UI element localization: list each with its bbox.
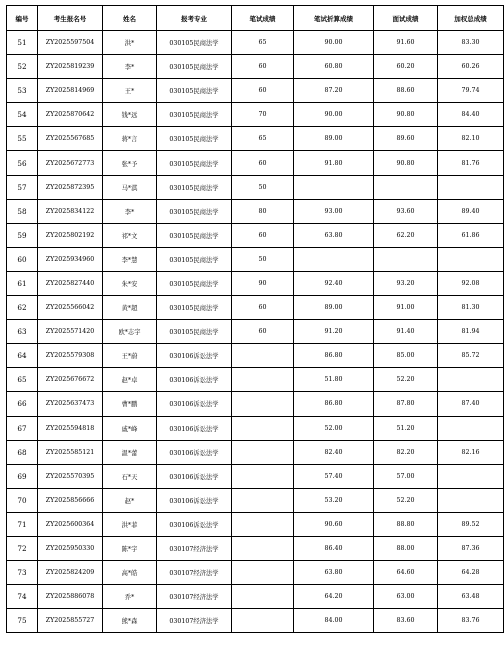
cell-applicant-id: ZY2025585121 bbox=[38, 440, 103, 464]
cell-applicant-id: ZY2025819239 bbox=[38, 55, 103, 79]
table-row bbox=[7, 223, 504, 247]
cell-written-score bbox=[232, 488, 294, 512]
cell-converted-score: 92.40 bbox=[294, 271, 374, 295]
cell-weighted-total bbox=[438, 464, 504, 488]
cell-index: 72 bbox=[7, 536, 38, 560]
cell-applicant-id: ZY2025594818 bbox=[38, 416, 103, 440]
cell-name: 石*天 bbox=[103, 464, 157, 488]
cell-index: 58 bbox=[7, 199, 38, 223]
cell-name: 王*蔚 bbox=[103, 344, 157, 368]
cell-name: 陈*宇 bbox=[103, 536, 157, 560]
cell-applicant-id: ZY2025856666 bbox=[38, 488, 103, 512]
table-row bbox=[7, 368, 504, 392]
cell-name: 蒋*言 bbox=[103, 127, 157, 151]
cell-name: 张*予 bbox=[103, 151, 157, 175]
cell-major: 030105民商法学 bbox=[157, 175, 232, 199]
cell-interview-score: 87.80 bbox=[374, 392, 438, 416]
cell-interview-score: 93.20 bbox=[374, 271, 438, 295]
cell-applicant-id: ZY2025567685 bbox=[38, 127, 103, 151]
cell-major: 030107经济法学 bbox=[157, 536, 232, 560]
cell-converted-score: 93.00 bbox=[294, 199, 374, 223]
cell-applicant-id: ZY2025600364 bbox=[38, 512, 103, 536]
cell-index: 61 bbox=[7, 271, 38, 295]
cell-written-score bbox=[232, 536, 294, 560]
cell-major: 030106诉讼法学 bbox=[157, 344, 232, 368]
cell-index: 64 bbox=[7, 344, 38, 368]
cell-name: 祁*文 bbox=[103, 223, 157, 247]
cell-written-score: 60 bbox=[232, 55, 294, 79]
cell-written-score bbox=[232, 464, 294, 488]
cell-written-score: 50 bbox=[232, 175, 294, 199]
cell-weighted-total: 60.26 bbox=[438, 55, 504, 79]
cell-interview-score: 90.80 bbox=[374, 151, 438, 175]
cell-interview-score: 91.00 bbox=[374, 296, 438, 320]
cell-index: 70 bbox=[7, 488, 38, 512]
header-converted-score: 笔试折算成绩 bbox=[294, 6, 374, 31]
cell-written-score: 70 bbox=[232, 103, 294, 127]
cell-written-score: 65 bbox=[232, 31, 294, 55]
cell-major: 030105民商法学 bbox=[157, 55, 232, 79]
table-header bbox=[7, 6, 504, 31]
cell-applicant-id: ZY2025566042 bbox=[38, 296, 103, 320]
cell-interview-score: 60.20 bbox=[374, 55, 438, 79]
cell-applicant-id: ZY2025571420 bbox=[38, 320, 103, 344]
cell-applicant-id: ZY2025950330 bbox=[38, 536, 103, 560]
cell-weighted-total: 85.72 bbox=[438, 344, 504, 368]
cell-index: 67 bbox=[7, 416, 38, 440]
cell-index: 57 bbox=[7, 175, 38, 199]
cell-converted-score bbox=[294, 247, 374, 271]
cell-name: 赵* bbox=[103, 488, 157, 512]
cell-applicant-id: ZY2025814969 bbox=[38, 79, 103, 103]
cell-name: 洪*菲 bbox=[103, 512, 157, 536]
cell-weighted-total bbox=[438, 416, 504, 440]
cell-major: 030105民商法学 bbox=[157, 271, 232, 295]
cell-converted-score: 86.80 bbox=[294, 344, 374, 368]
cell-written-score bbox=[232, 344, 294, 368]
cell-interview-score: 63.00 bbox=[374, 585, 438, 609]
cell-converted-score: 90.00 bbox=[294, 31, 374, 55]
table-row bbox=[7, 344, 504, 368]
cell-interview-score: 62.20 bbox=[374, 223, 438, 247]
cell-interview-score: 64.60 bbox=[374, 561, 438, 585]
cell-converted-score: 64.20 bbox=[294, 585, 374, 609]
cell-weighted-total: 84.40 bbox=[438, 103, 504, 127]
cell-weighted-total: 92.08 bbox=[438, 271, 504, 295]
cell-index: 56 bbox=[7, 151, 38, 175]
cell-written-score bbox=[232, 416, 294, 440]
table-body bbox=[7, 31, 504, 633]
cell-weighted-total: 83.30 bbox=[438, 31, 504, 55]
table-row bbox=[7, 585, 504, 609]
cell-interview-score: 83.60 bbox=[374, 609, 438, 633]
cell-major: 030106诉讼法学 bbox=[157, 416, 232, 440]
table-row bbox=[7, 247, 504, 271]
cell-written-score: 60 bbox=[232, 296, 294, 320]
cell-interview-score: 88.00 bbox=[374, 536, 438, 560]
cell-major: 030105民商法学 bbox=[157, 31, 232, 55]
cell-written-score bbox=[232, 440, 294, 464]
cell-interview-score: 91.40 bbox=[374, 320, 438, 344]
cell-major: 030107经济法学 bbox=[157, 609, 232, 633]
cell-index: 53 bbox=[7, 79, 38, 103]
cell-name: 马*淇 bbox=[103, 175, 157, 199]
cell-converted-score: 82.40 bbox=[294, 440, 374, 464]
cell-weighted-total: 82.10 bbox=[438, 127, 504, 151]
cell-written-score bbox=[232, 368, 294, 392]
cell-weighted-total bbox=[438, 175, 504, 199]
cell-converted-score: 91.80 bbox=[294, 151, 374, 175]
cell-name: 朱*安 bbox=[103, 271, 157, 295]
cell-converted-score: 89.00 bbox=[294, 296, 374, 320]
cell-name: 熊*森 bbox=[103, 609, 157, 633]
table-row bbox=[7, 296, 504, 320]
cell-applicant-id: ZY2025676672 bbox=[38, 368, 103, 392]
cell-index: 66 bbox=[7, 392, 38, 416]
cell-weighted-total bbox=[438, 368, 504, 392]
cell-index: 73 bbox=[7, 561, 38, 585]
table-row bbox=[7, 127, 504, 151]
cell-index: 71 bbox=[7, 512, 38, 536]
cell-name: 李* bbox=[103, 55, 157, 79]
table-row bbox=[7, 31, 504, 55]
cell-weighted-total: 81.30 bbox=[438, 296, 504, 320]
cell-interview-score: 82.20 bbox=[374, 440, 438, 464]
cell-major: 030106诉讼法学 bbox=[157, 392, 232, 416]
cell-written-score: 60 bbox=[232, 79, 294, 103]
cell-converted-score: 60.80 bbox=[294, 55, 374, 79]
cell-applicant-id: ZY2025855727 bbox=[38, 609, 103, 633]
cell-name: 高*皓 bbox=[103, 561, 157, 585]
cell-weighted-total: 64.28 bbox=[438, 561, 504, 585]
cell-name: 王* bbox=[103, 79, 157, 103]
cell-index: 60 bbox=[7, 247, 38, 271]
cell-major: 030106诉讼法学 bbox=[157, 440, 232, 464]
cell-name: 戚*峰 bbox=[103, 416, 157, 440]
cell-written-score: 90 bbox=[232, 271, 294, 295]
cell-index: 69 bbox=[7, 464, 38, 488]
cell-applicant-id: ZY2025672773 bbox=[38, 151, 103, 175]
table-row bbox=[7, 320, 504, 344]
header-weighted-total: 加权总成绩 bbox=[438, 6, 504, 31]
cell-interview-score: 52.20 bbox=[374, 488, 438, 512]
cell-converted-score: 52.00 bbox=[294, 416, 374, 440]
cell-applicant-id: ZY2025934960 bbox=[38, 247, 103, 271]
cell-written-score: 65 bbox=[232, 127, 294, 151]
cell-applicant-id: ZY2025802192 bbox=[38, 223, 103, 247]
cell-interview-score: 91.60 bbox=[374, 31, 438, 55]
cell-converted-score: 63.80 bbox=[294, 223, 374, 247]
cell-major: 030106诉讼法学 bbox=[157, 464, 232, 488]
table-row bbox=[7, 440, 504, 464]
cell-weighted-total: 87.40 bbox=[438, 392, 504, 416]
cell-written-score bbox=[232, 561, 294, 585]
cell-converted-score: 87.20 bbox=[294, 79, 374, 103]
cell-name: 李* bbox=[103, 199, 157, 223]
cell-interview-score bbox=[374, 247, 438, 271]
cell-converted-score: 53.20 bbox=[294, 488, 374, 512]
cell-index: 65 bbox=[7, 368, 38, 392]
table-row bbox=[7, 79, 504, 103]
header-row bbox=[7, 6, 504, 31]
cell-interview-score: 57.00 bbox=[374, 464, 438, 488]
cell-index: 55 bbox=[7, 127, 38, 151]
cell-weighted-total: 63.48 bbox=[438, 585, 504, 609]
cell-weighted-total bbox=[438, 488, 504, 512]
cell-written-score: 50 bbox=[232, 247, 294, 271]
cell-applicant-id: ZY2025579308 bbox=[38, 344, 103, 368]
cell-major: 030105民商法学 bbox=[157, 320, 232, 344]
cell-weighted-total: 87.36 bbox=[438, 536, 504, 560]
cell-index: 54 bbox=[7, 103, 38, 127]
header-written-score: 笔试成绩 bbox=[232, 6, 294, 31]
cell-applicant-id: ZY2025827440 bbox=[38, 271, 103, 295]
cell-major: 030105民商法学 bbox=[157, 103, 232, 127]
cell-written-score bbox=[232, 392, 294, 416]
cell-written-score bbox=[232, 585, 294, 609]
cell-written-score: 60 bbox=[232, 223, 294, 247]
cell-name: 乔* bbox=[103, 585, 157, 609]
cell-index: 74 bbox=[7, 585, 38, 609]
cell-name: 黄*超 bbox=[103, 296, 157, 320]
cell-converted-score: 63.80 bbox=[294, 561, 374, 585]
cell-applicant-id: ZY2025824209 bbox=[38, 561, 103, 585]
table-row bbox=[7, 609, 504, 633]
cell-index: 62 bbox=[7, 296, 38, 320]
score-table bbox=[6, 5, 504, 633]
cell-converted-score: 90.60 bbox=[294, 512, 374, 536]
cell-applicant-id: ZY2025834122 bbox=[38, 199, 103, 223]
cell-interview-score: 89.60 bbox=[374, 127, 438, 151]
cell-weighted-total: 61.86 bbox=[438, 223, 504, 247]
cell-converted-score: 90.00 bbox=[294, 103, 374, 127]
table-row bbox=[7, 488, 504, 512]
cell-name: 赵*卓 bbox=[103, 368, 157, 392]
cell-weighted-total: 81.94 bbox=[438, 320, 504, 344]
table-row bbox=[7, 271, 504, 295]
cell-weighted-total: 83.76 bbox=[438, 609, 504, 633]
cell-name: 曹*鹏 bbox=[103, 392, 157, 416]
header-major: 报考专业 bbox=[157, 6, 232, 31]
cell-index: 68 bbox=[7, 440, 38, 464]
cell-index: 52 bbox=[7, 55, 38, 79]
table-row bbox=[7, 103, 504, 127]
cell-major: 030105民商法学 bbox=[157, 151, 232, 175]
cell-applicant-id: ZY2025570395 bbox=[38, 464, 103, 488]
cell-weighted-total: 79.74 bbox=[438, 79, 504, 103]
header-applicant-id: 考生报名号 bbox=[38, 6, 103, 31]
cell-major: 030105民商法学 bbox=[157, 247, 232, 271]
table-row bbox=[7, 175, 504, 199]
cell-name: 洪* bbox=[103, 31, 157, 55]
table-row bbox=[7, 55, 504, 79]
cell-written-score bbox=[232, 609, 294, 633]
cell-weighted-total bbox=[438, 247, 504, 271]
cell-major: 030107经济法学 bbox=[157, 585, 232, 609]
cell-converted-score: 86.40 bbox=[294, 536, 374, 560]
cell-converted-score: 91.20 bbox=[294, 320, 374, 344]
cell-index: 51 bbox=[7, 31, 38, 55]
cell-written-score: 60 bbox=[232, 320, 294, 344]
header-interview-score: 面试成绩 bbox=[374, 6, 438, 31]
cell-written-score bbox=[232, 512, 294, 536]
table-row bbox=[7, 199, 504, 223]
cell-major: 030105民商法学 bbox=[157, 296, 232, 320]
cell-index: 63 bbox=[7, 320, 38, 344]
cell-applicant-id: ZY2025886078 bbox=[38, 585, 103, 609]
cell-index: 59 bbox=[7, 223, 38, 247]
cell-major: 030105民商法学 bbox=[157, 127, 232, 151]
cell-interview-score bbox=[374, 175, 438, 199]
cell-converted-score: 86.80 bbox=[294, 392, 374, 416]
cell-interview-score: 51.20 bbox=[374, 416, 438, 440]
cell-name: 钱*远 bbox=[103, 103, 157, 127]
cell-weighted-total: 82.16 bbox=[438, 440, 504, 464]
cell-name: 李*慧 bbox=[103, 247, 157, 271]
table-row bbox=[7, 416, 504, 440]
header-name: 姓名 bbox=[103, 6, 157, 31]
cell-major: 030107经济法学 bbox=[157, 561, 232, 585]
cell-interview-score: 52.20 bbox=[374, 368, 438, 392]
cell-major: 030106诉讼法学 bbox=[157, 512, 232, 536]
cell-interview-score: 88.60 bbox=[374, 79, 438, 103]
cell-weighted-total: 81.76 bbox=[438, 151, 504, 175]
table-row bbox=[7, 536, 504, 560]
cell-written-score: 80 bbox=[232, 199, 294, 223]
cell-name: 欧*志宇 bbox=[103, 320, 157, 344]
table-row bbox=[7, 464, 504, 488]
table-row bbox=[7, 392, 504, 416]
cell-applicant-id: ZY2025870642 bbox=[38, 103, 103, 127]
cell-converted-score: 84.00 bbox=[294, 609, 374, 633]
cell-converted-score: 89.00 bbox=[294, 127, 374, 151]
cell-interview-score: 93.60 bbox=[374, 199, 438, 223]
table-row bbox=[7, 512, 504, 536]
cell-applicant-id: ZY2025597504 bbox=[38, 31, 103, 55]
cell-converted-score: 51.80 bbox=[294, 368, 374, 392]
cell-major: 030105民商法学 bbox=[157, 79, 232, 103]
cell-name: 温*蕾 bbox=[103, 440, 157, 464]
cell-interview-score: 90.80 bbox=[374, 103, 438, 127]
cell-converted-score: 57.40 bbox=[294, 464, 374, 488]
cell-index: 75 bbox=[7, 609, 38, 633]
cell-applicant-id: ZY2025637473 bbox=[38, 392, 103, 416]
cell-applicant-id: ZY2025872395 bbox=[38, 175, 103, 199]
cell-major: 030105民商法学 bbox=[157, 223, 232, 247]
cell-weighted-total: 89.52 bbox=[438, 512, 504, 536]
cell-weighted-total: 89.40 bbox=[438, 199, 504, 223]
cell-major: 030106诉讼法学 bbox=[157, 488, 232, 512]
table-row bbox=[7, 561, 504, 585]
cell-major: 030106诉讼法学 bbox=[157, 368, 232, 392]
cell-major: 030105民商法学 bbox=[157, 199, 232, 223]
header-index: 编号 bbox=[7, 6, 38, 31]
cell-written-score: 60 bbox=[232, 151, 294, 175]
cell-interview-score: 88.80 bbox=[374, 512, 438, 536]
table-row bbox=[7, 151, 504, 175]
cell-converted-score bbox=[294, 175, 374, 199]
cell-interview-score: 85.00 bbox=[374, 344, 438, 368]
